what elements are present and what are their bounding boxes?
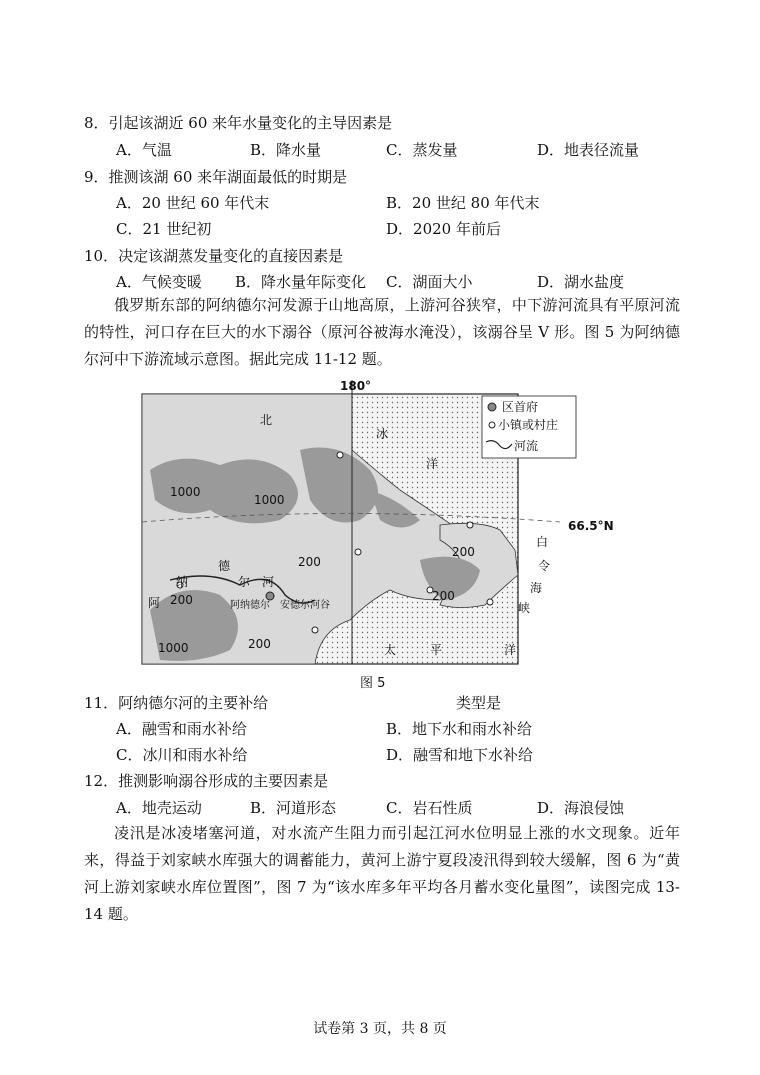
q10-option-b: B．降水量年际变化 bbox=[235, 273, 367, 291]
contour-1000-b: 1000 bbox=[254, 493, 285, 507]
legend-capital-label: 区首府 bbox=[502, 400, 539, 414]
capital-marker bbox=[266, 592, 274, 600]
q12-option-d: D．海浪侵蚀 bbox=[537, 799, 625, 817]
figure-5-caption: 图 5 bbox=[360, 676, 386, 691]
legend-town-icon bbox=[489, 422, 495, 428]
label-de: 德 bbox=[218, 559, 231, 573]
passage-ice-flood: 凌汛是冰凌堵塞河道，对水流产生阻力而引起江河水位明显上涨的水文现象。近年来，得益于刘家峡水库强大的调蓄能力，黄河上游宁夏段凌汛得到较大缓解，图 6 为“黄河上游刘家峡水库位置图”，图 7 为“该水库多年平均各月蓄水变化量图”，读图完成 13-14 题。 bbox=[84, 824, 680, 923]
q11-option-b: B．地下水和雨水补给 bbox=[386, 720, 533, 738]
label-hai: 海 bbox=[530, 581, 543, 595]
label-ling: 令 bbox=[538, 559, 551, 573]
q10-option-d: D．湖水盐度 bbox=[537, 273, 625, 291]
town-marker bbox=[487, 599, 493, 605]
label-yang2: 洋 bbox=[504, 643, 517, 657]
label-city-anadyr: 阿纳德尔 bbox=[230, 600, 270, 611]
q10-stem: 10．决定该湖蒸发量变化的直接因素是 bbox=[84, 247, 344, 265]
contour-200-d: 200 bbox=[452, 545, 475, 559]
contour-200-c: 200 bbox=[248, 637, 271, 651]
latitude-label: 66.5°N bbox=[568, 519, 614, 533]
label-tai: 太 bbox=[384, 643, 397, 657]
q10-option-c: C．湖面大小 bbox=[386, 273, 473, 291]
q8-option-b: B．降水量 bbox=[250, 141, 322, 159]
label-yang: 洋 bbox=[426, 457, 439, 471]
town-marker bbox=[467, 522, 473, 528]
label-na: 纳 bbox=[176, 575, 189, 589]
page-footer: 试卷第 3 页，共 8 页 bbox=[313, 1021, 447, 1037]
q9-stem: 9．推测该湖 60 来年湖面最低的时期是 bbox=[84, 168, 348, 186]
contour-1000-a: 1000 bbox=[170, 485, 201, 499]
q8-option-d: D．地表径流量 bbox=[537, 141, 640, 159]
label-he: 河 bbox=[262, 575, 275, 589]
contour-1000-c: 1000 bbox=[158, 641, 189, 655]
q9-option-a: A．20 世纪 60 年代末 bbox=[116, 194, 270, 212]
label-bei: 北 bbox=[260, 413, 273, 427]
contour-200-b: 200 bbox=[170, 593, 193, 607]
label-ping: 平 bbox=[430, 643, 443, 657]
label-er: 尔 bbox=[238, 575, 251, 589]
q12-stem: 12．推测影响溺谷形成的主要因素是 bbox=[84, 772, 329, 790]
label-city-valley: 安德尔河谷 bbox=[280, 600, 330, 611]
q12-option-c: C．岩石性质 bbox=[386, 799, 473, 817]
q11-option-d: D．融雪和地下水补给 bbox=[386, 746, 534, 764]
q11-option-a: A．融雪和雨水补给 bbox=[116, 720, 247, 738]
legend-river-label: 河流 bbox=[514, 439, 539, 453]
q11-stem: 11．阿纳德尔河的主要补给 bbox=[84, 694, 269, 712]
meridian-label: 180° bbox=[340, 380, 372, 393]
q9-option-b: B．20 世纪 80 年代末 bbox=[386, 194, 540, 212]
label-bai: 白 bbox=[536, 535, 549, 549]
contour-200-e: 200 bbox=[432, 589, 455, 603]
q11-option-c: C．冰川和雨水补给 bbox=[116, 746, 248, 764]
town-marker bbox=[312, 627, 318, 633]
q11-stem-tail: 类型是 bbox=[456, 694, 502, 712]
q10-option-a: A．气候变暖 bbox=[116, 273, 202, 291]
town-marker bbox=[337, 452, 343, 458]
passage-anadyr: 俄罗斯东部的阿纳德尔河发源于山地高原，上游河谷狭窄，中下游河流具有平原河流的特性，河口存在巨大的水下溺谷（原河谷被海水淹没），该溺谷呈 V 形。图 5 为阿纳德尔河中下游流域示意图。据此完成 11-12 题。 bbox=[84, 296, 680, 368]
q12-option-b: B．河道形态 bbox=[250, 799, 337, 817]
contour-200-a: 200 bbox=[298, 555, 321, 569]
q9-option-d: D．2020 年前后 bbox=[386, 220, 501, 238]
q12-option-a: A．地壳运动 bbox=[116, 799, 202, 817]
q8-option-c: C．蒸发量 bbox=[386, 141, 458, 159]
q8-stem: 8．引起该湖近 60 来年水量变化的主导因素是 bbox=[84, 114, 393, 132]
label-a: 阿 bbox=[148, 596, 161, 610]
figure-5-map bbox=[140, 380, 620, 670]
legend-town-label: 小镇或村庄 bbox=[498, 418, 559, 432]
q9-option-c: C．21 世纪初 bbox=[116, 220, 212, 238]
legend-capital-icon bbox=[488, 403, 496, 411]
town-marker bbox=[355, 549, 361, 555]
q8-option-a: A．气温 bbox=[116, 141, 172, 159]
label-bing: 冰 bbox=[376, 427, 389, 441]
label-xia: 峡 bbox=[518, 601, 531, 615]
